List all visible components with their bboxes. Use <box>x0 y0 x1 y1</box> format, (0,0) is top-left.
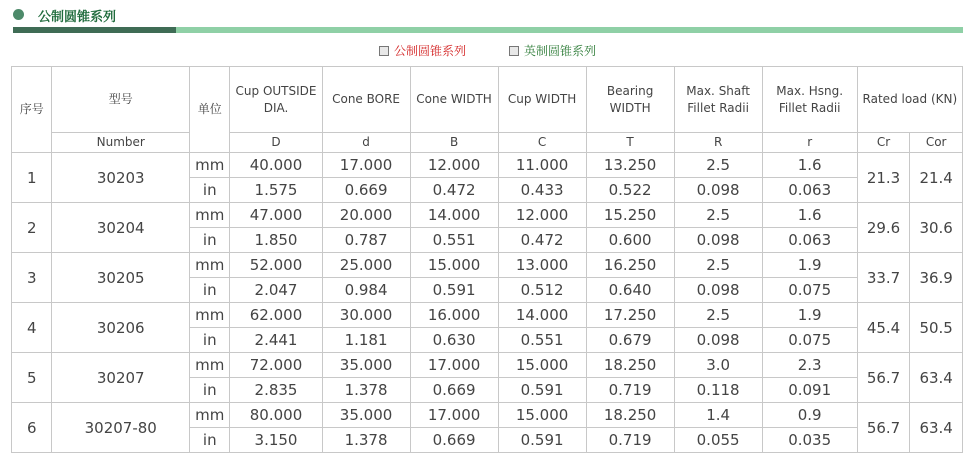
value-cell: 30.000 <box>322 303 410 328</box>
title-underline-light <box>176 27 963 33</box>
value-cell: 16.250 <box>586 253 674 278</box>
value-cell: 0.669 <box>410 378 498 403</box>
value-cell: 17.250 <box>586 303 674 328</box>
value-cell: 0.098 <box>674 228 762 253</box>
unit-cell: in <box>190 328 230 353</box>
header-seq: 序号 <box>12 67 52 153</box>
value-cell: 0.551 <box>410 228 498 253</box>
value-cell: 15.250 <box>586 203 674 228</box>
section-title: 公制圆锥系列 <box>38 10 117 25</box>
value-cell: 2.441 <box>230 328 322 353</box>
cr-cell: 56.7 <box>857 403 910 453</box>
value-cell: 0.669 <box>322 178 410 203</box>
seq-cell: 5 <box>12 353 52 403</box>
value-cell: 2.047 <box>230 278 322 303</box>
seq-cell: 6 <box>12 403 52 453</box>
value-cell: 0.512 <box>498 278 586 303</box>
model-cell: 30206 <box>52 303 190 353</box>
series-tabs <box>0 42 975 60</box>
seq-cell: 4 <box>12 303 52 353</box>
seq-cell: 2 <box>12 203 52 253</box>
value-cell: 12.000 <box>498 203 586 228</box>
seq-cell: 3 <box>12 253 52 303</box>
header-bearing-width: Bearing WIDTH <box>586 67 674 133</box>
table-row <box>12 253 963 278</box>
header-cone-bore: Cone BORE <box>322 67 410 133</box>
value-cell: 14.000 <box>410 203 498 228</box>
cr-cell: 56.7 <box>857 353 910 403</box>
unit-cell: in <box>190 278 230 303</box>
value-cell: 12.000 <box>410 153 498 178</box>
value-cell: 0.600 <box>586 228 674 253</box>
value-cell: 0.098 <box>674 278 762 303</box>
value-cell: 0.035 <box>762 428 857 453</box>
unit-cell: in <box>190 428 230 453</box>
model-cell: 30203 <box>52 153 190 203</box>
value-cell: 13.250 <box>586 153 674 178</box>
header-b-symbol: B <box>410 133 498 153</box>
unit-cell: mm <box>190 353 230 378</box>
value-cell: 1.181 <box>322 328 410 353</box>
cor-cell: 50.5 <box>910 303 963 353</box>
value-cell: 35.000 <box>322 403 410 428</box>
header-small-r-symbol: r <box>762 133 857 153</box>
value-cell: 0.787 <box>322 228 410 253</box>
value-cell: 0.679 <box>586 328 674 353</box>
value-cell: 52.000 <box>230 253 322 278</box>
value-cell: 15.000 <box>410 253 498 278</box>
value-cell: 1.378 <box>322 428 410 453</box>
value-cell: 0.630 <box>410 328 498 353</box>
value-cell: 0.9 <box>762 403 857 428</box>
cr-cell: 29.6 <box>857 203 910 253</box>
value-cell: 2.5 <box>674 203 762 228</box>
value-cell: 0.719 <box>586 378 674 403</box>
bearing-spec-table <box>11 66 963 453</box>
table-row <box>12 153 963 178</box>
value-cell: 20.000 <box>322 203 410 228</box>
value-cell: 2.5 <box>674 253 762 278</box>
value-cell: 16.000 <box>410 303 498 328</box>
header-bore-symbol: d <box>322 133 410 153</box>
title-underline-dark <box>13 27 176 33</box>
value-cell: 0.472 <box>410 178 498 203</box>
tab-metric-label[interactable]: 公制圆锥系列 <box>394 44 467 58</box>
value-cell: 40.000 <box>230 153 322 178</box>
tab-inch-series[interactable] <box>509 42 596 59</box>
value-cell: 0.075 <box>762 278 857 303</box>
value-cell: 1.378 <box>322 378 410 403</box>
model-cell: 30204 <box>52 203 190 253</box>
value-cell: 47.000 <box>230 203 322 228</box>
value-cell: 0.719 <box>586 428 674 453</box>
unit-cell: in <box>190 178 230 203</box>
value-cell: 15.000 <box>498 353 586 378</box>
table-row <box>12 403 963 428</box>
value-cell: 17.000 <box>322 153 410 178</box>
value-cell: 18.250 <box>586 403 674 428</box>
table-row <box>12 203 963 228</box>
header-unit: 单位 <box>190 67 230 153</box>
value-cell: 0.522 <box>586 178 674 203</box>
unit-cell: mm <box>190 303 230 328</box>
tab-inch-label[interactable]: 英制圆锥系列 <box>524 44 597 58</box>
cor-cell: 30.6 <box>910 203 963 253</box>
value-cell: 2.3 <box>762 353 857 378</box>
value-cell: 1.9 <box>762 253 857 278</box>
value-cell: 0.055 <box>674 428 762 453</box>
value-cell: 72.000 <box>230 353 322 378</box>
unit-cell: in <box>190 378 230 403</box>
value-cell: 15.000 <box>498 403 586 428</box>
table-row <box>12 303 963 328</box>
value-cell: 1.6 <box>762 153 857 178</box>
header-rated-load: Rated load (KN) <box>857 67 962 133</box>
value-cell: 1.9 <box>762 303 857 328</box>
checkbox-icon[interactable] <box>379 46 389 56</box>
value-cell: 14.000 <box>498 303 586 328</box>
header-shaft-radii: Max. Shaft Fillet Radii <box>674 67 762 133</box>
tab-metric-series[interactable] <box>379 42 466 59</box>
header-c-symbol: C <box>498 133 586 153</box>
cor-cell: 36.9 <box>910 253 963 303</box>
value-cell: 35.000 <box>322 353 410 378</box>
value-cell: 0.591 <box>498 428 586 453</box>
value-cell: 1.6 <box>762 203 857 228</box>
value-cell: 25.000 <box>322 253 410 278</box>
header-t-symbol: T <box>586 133 674 153</box>
unit-cell: mm <box>190 153 230 178</box>
value-cell: 0.591 <box>498 378 586 403</box>
unit-cell: in <box>190 228 230 253</box>
value-cell: 17.000 <box>410 353 498 378</box>
value-cell: 0.098 <box>674 328 762 353</box>
value-cell: 17.000 <box>410 403 498 428</box>
cor-cell: 63.4 <box>910 353 963 403</box>
cor-cell: 21.4 <box>910 153 963 203</box>
bullet-icon <box>13 9 24 20</box>
value-cell: 1.850 <box>230 228 322 253</box>
value-cell: 0.669 <box>410 428 498 453</box>
value-cell: 3.150 <box>230 428 322 453</box>
value-cell: 0.063 <box>762 178 857 203</box>
value-cell: 0.551 <box>498 328 586 353</box>
seq-cell: 1 <box>12 153 52 203</box>
header-model-number: Number <box>52 133 190 153</box>
header-cup-od: Cup OUTSIDE DIA. <box>230 67 322 133</box>
unit-cell: mm <box>190 203 230 228</box>
cr-cell: 45.4 <box>857 303 910 353</box>
header-r-symbol: R <box>674 133 762 153</box>
header-model: 型号 <box>52 67 190 133</box>
cr-cell: 21.3 <box>857 153 910 203</box>
value-cell: 2.5 <box>674 153 762 178</box>
value-cell: 0.118 <box>674 378 762 403</box>
value-cell: 2.835 <box>230 378 322 403</box>
unit-cell: mm <box>190 403 230 428</box>
cr-cell: 33.7 <box>857 253 910 303</box>
checkbox-icon[interactable] <box>509 46 519 56</box>
value-cell: 0.640 <box>586 278 674 303</box>
header-cor: Cor <box>910 133 963 153</box>
value-cell: 1.4 <box>674 403 762 428</box>
value-cell: 0.075 <box>762 328 857 353</box>
unit-cell: mm <box>190 253 230 278</box>
value-cell: 62.000 <box>230 303 322 328</box>
value-cell: 0.433 <box>498 178 586 203</box>
value-cell: 0.591 <box>410 278 498 303</box>
value-cell: 2.5 <box>674 303 762 328</box>
value-cell: 80.000 <box>230 403 322 428</box>
value-cell: 0.984 <box>322 278 410 303</box>
table-row <box>12 353 963 378</box>
header-hsng-radii: Max. Hsng. Fillet Radii <box>762 67 857 133</box>
header-cone-width: Cone WIDTH <box>410 67 498 133</box>
value-cell: 3.0 <box>674 353 762 378</box>
model-cell: 30207 <box>52 353 190 403</box>
header-d-symbol: D <box>230 133 322 153</box>
value-cell: 0.091 <box>762 378 857 403</box>
model-cell: 30205 <box>52 253 190 303</box>
value-cell: 13.000 <box>498 253 586 278</box>
value-cell: 0.098 <box>674 178 762 203</box>
value-cell: 18.250 <box>586 353 674 378</box>
value-cell: 0.063 <box>762 228 857 253</box>
value-cell: 0.472 <box>498 228 586 253</box>
header-cup-width: Cup WIDTH <box>498 67 586 133</box>
cor-cell: 63.4 <box>910 403 963 453</box>
section-header <box>0 0 975 36</box>
value-cell: 11.000 <box>498 153 586 178</box>
value-cell: 1.575 <box>230 178 322 203</box>
model-cell: 30207-80 <box>52 403 190 453</box>
header-cr: Cr <box>857 133 910 153</box>
